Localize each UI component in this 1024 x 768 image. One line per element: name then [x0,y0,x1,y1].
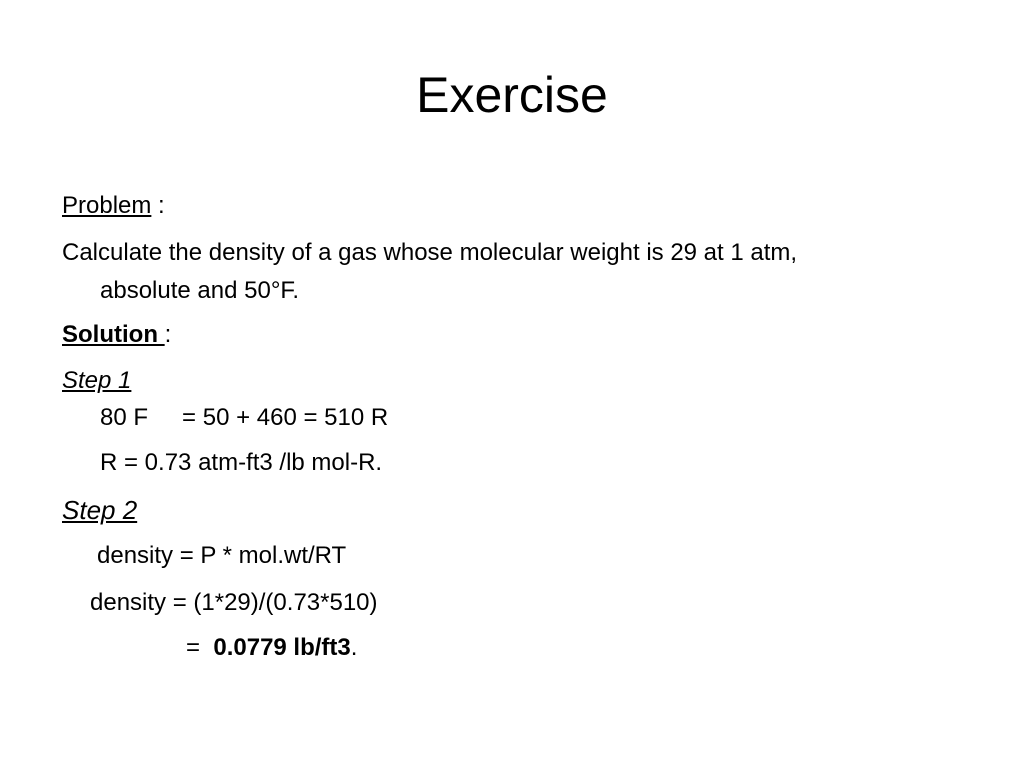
step2-result: 0.0779 lb/ft3 [213,634,351,661]
step1-label: Step 1 [62,367,132,394]
step2-line-3 [186,633,357,663]
step2-line-2: density = (1*29)/(0.73*510) [90,589,378,616]
step1-line-1-right: = 50 + 460 = 510 R [182,404,389,431]
problem-heading-line [62,191,165,221]
solution-heading-line [62,320,171,350]
slide-title: Exercise [416,67,608,123]
solution-heading: Solution [62,321,165,348]
step2-period: . [350,634,358,661]
step2-label: Step 2 [62,495,138,525]
step2-line-1: density = P * mol.wt/RT [97,542,347,569]
step2-line-3-prefix: = [186,634,214,661]
step1-line-1 [100,403,388,433]
problem-text-line-1: Calculate the density of a gas whose molecular weight is 29 at 1 atm, [62,239,798,266]
problem-text-line-2: absolute and 50°F. [100,277,300,304]
step1-line-1-left: 80 F [100,404,149,431]
problem-heading: Problem [62,192,152,219]
solution-colon: : [164,321,172,348]
step1-line-2: R = 0.73 atm-ft3 /lb mol-R. [100,449,383,476]
problem-colon: : [151,192,165,219]
